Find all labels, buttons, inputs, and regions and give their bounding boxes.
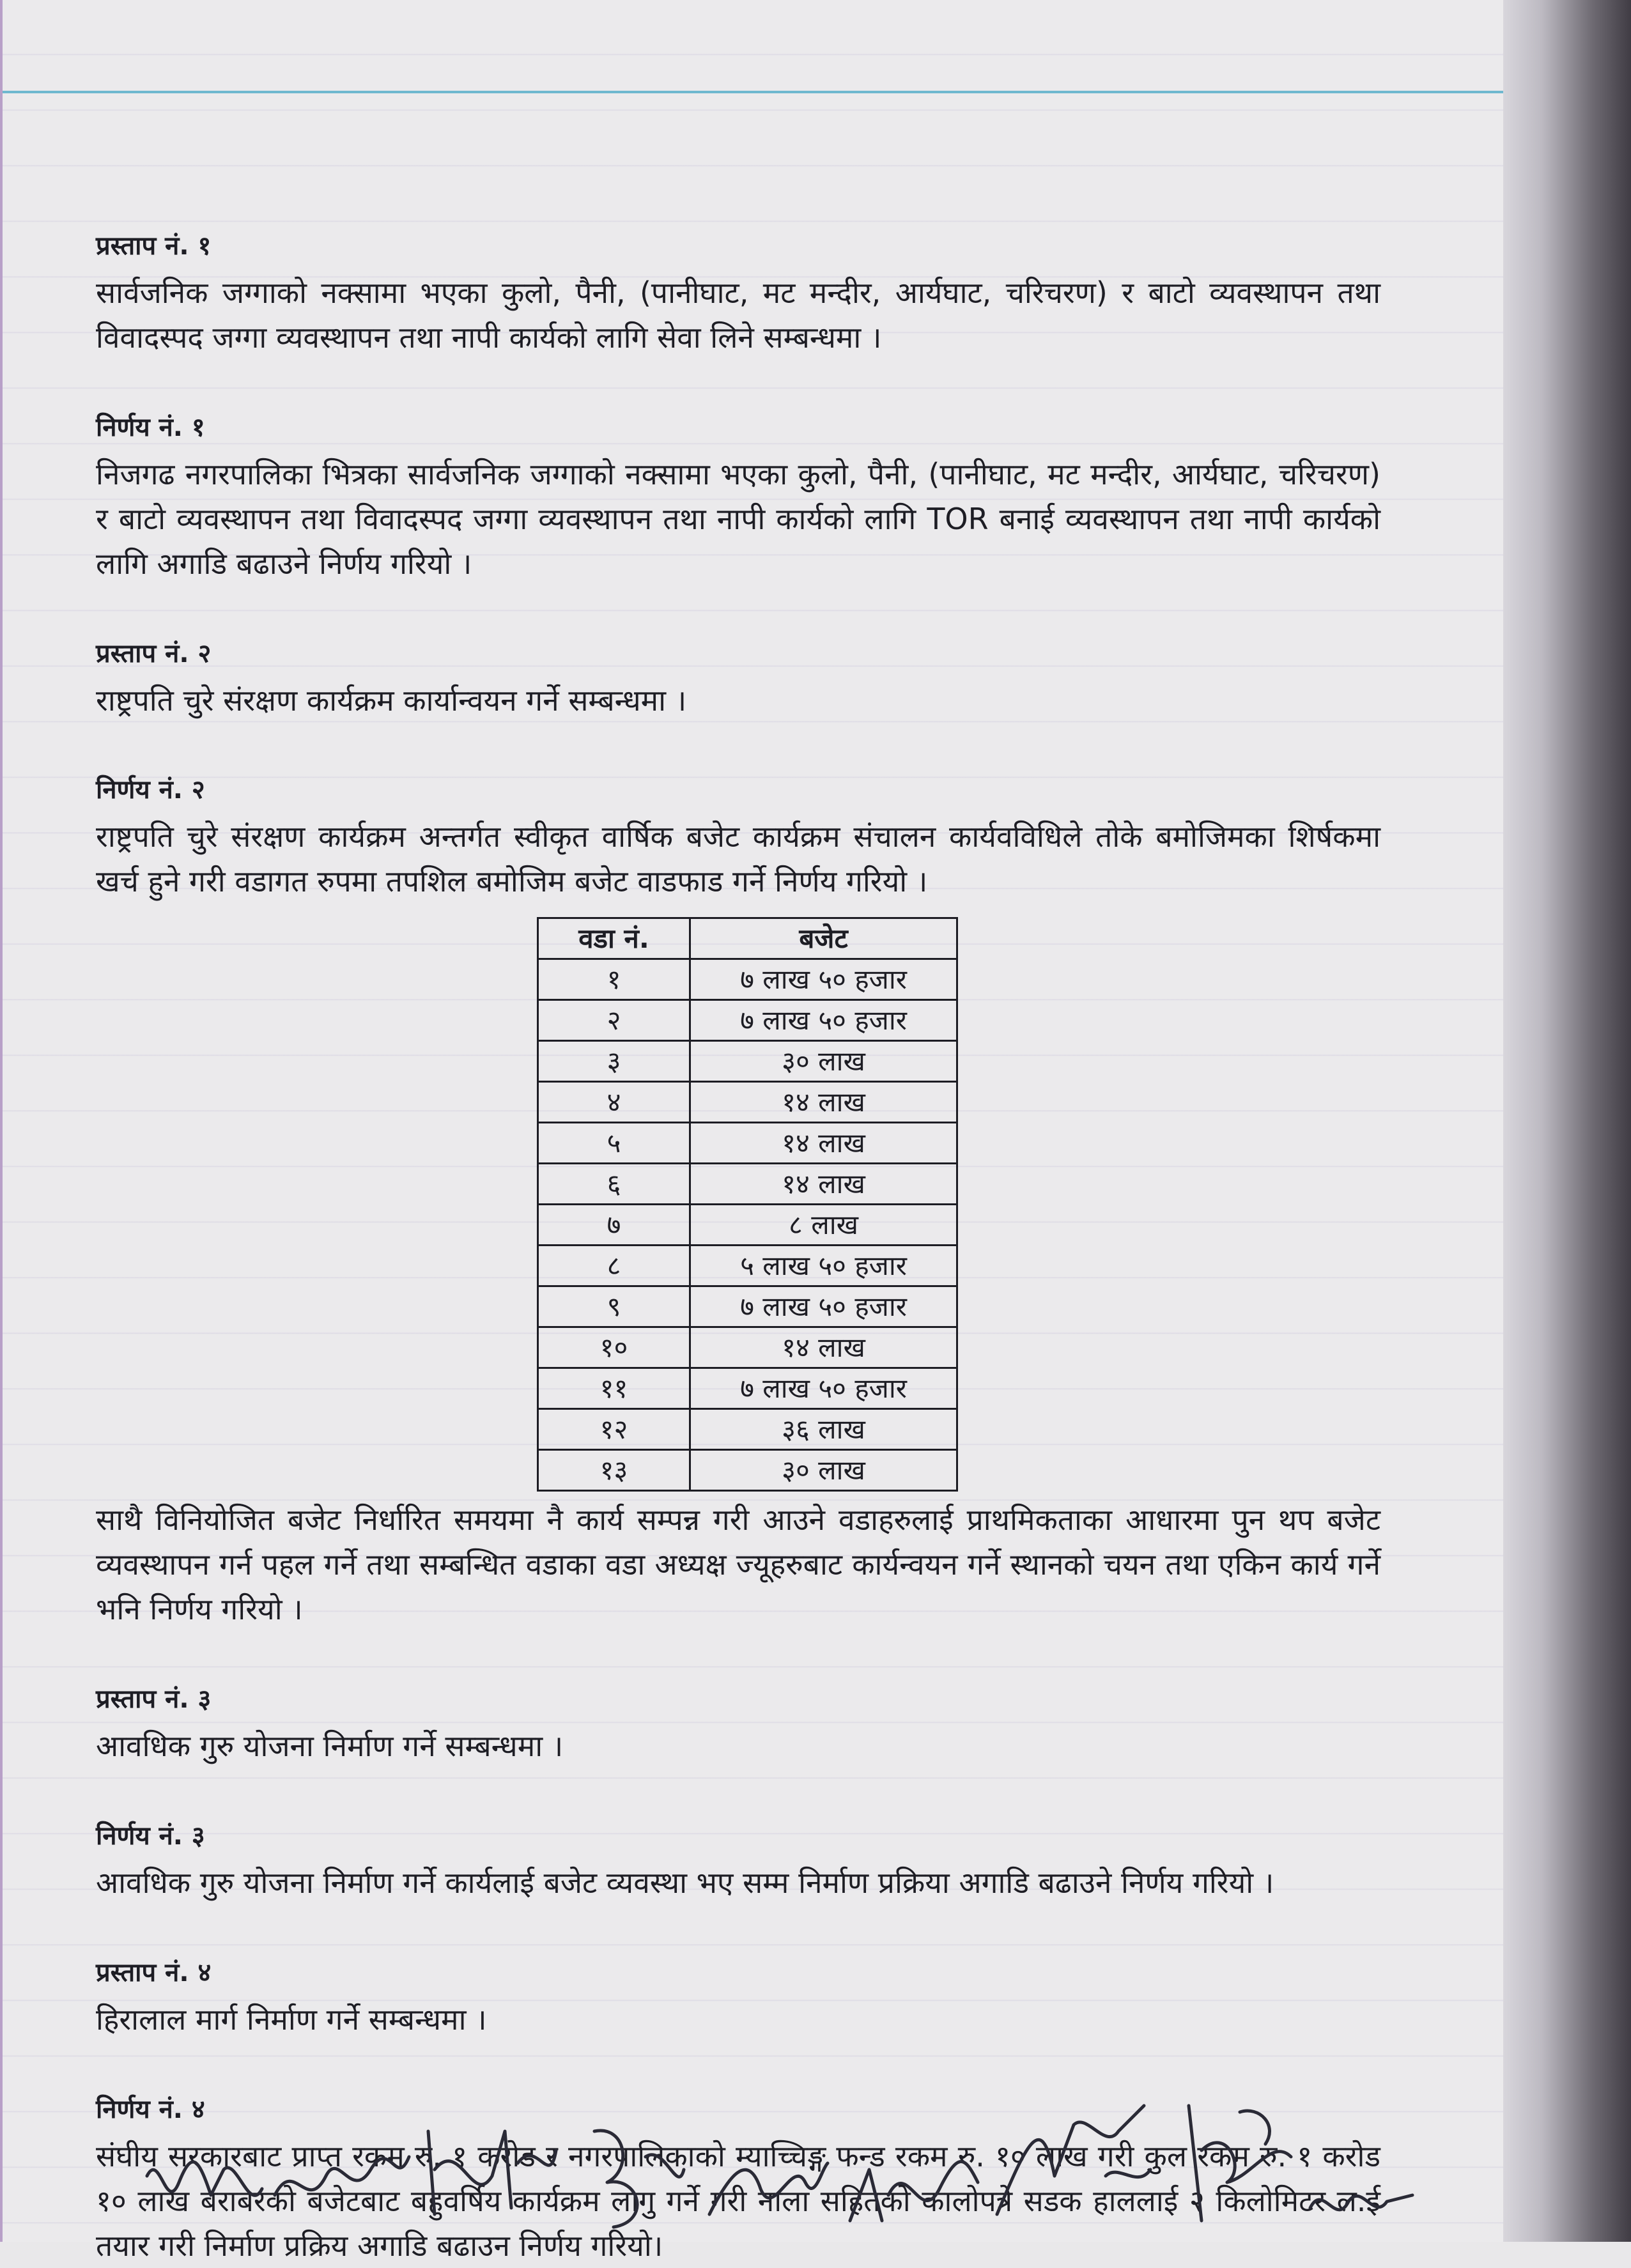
table-note bbox=[96, 1498, 1380, 1632]
decision-2-heading: निर्णय नं. २ bbox=[96, 775, 205, 805]
signature-7 bbox=[991, 2099, 1157, 2233]
table-row bbox=[538, 1041, 957, 1082]
proposal-3-text: आवधिक गुरु योजना निर्माण गर्ने सम्बन्धमा । bbox=[96, 1728, 564, 1763]
decision-1-text: निजगढ नगरपालिका भित्रका सार्वजनिक जग्गाको नक्सामा भएका कुलो, पैनी, (पानीघाट, मट मन्दीर, आर्यघाट, चरिचरण) र बाटो व्यवस्थापन तथा विवादस्पद जग्गा व्यवस्थापन तथा नापी कार्यको लागि TOR बनाई व्यवस्थापन तथा नापी कार्यको लागि अगाडि बढाउने निर्णय गरियो । bbox=[96, 456, 1380, 581]
ward-number: २ bbox=[538, 1000, 690, 1041]
budget-amount: ७ लाख ५० हजार bbox=[690, 1368, 957, 1409]
decision-1-heading: निर्णय नं. १ bbox=[96, 412, 205, 442]
decision-4-heading: निर्णय नं. ४ bbox=[96, 2094, 205, 2124]
ward-number: १० bbox=[538, 1327, 690, 1368]
table-row bbox=[538, 1286, 957, 1327]
budget-amount: ७ लाख ५० हजार bbox=[690, 1000, 957, 1041]
proposal-2-heading: प्रस्ताप नं. २ bbox=[96, 638, 212, 668]
proposal-2 bbox=[96, 638, 1380, 723]
ward-number: ८ bbox=[538, 1246, 690, 1286]
ward-number: ५ bbox=[538, 1123, 690, 1164]
ward-number: ९ bbox=[538, 1286, 690, 1327]
ward-number: ४ bbox=[538, 1082, 690, 1123]
proposal-3-heading: प्रस्ताप नं. ३ bbox=[96, 1684, 212, 1714]
budget-amount: १४ लाख bbox=[690, 1164, 957, 1205]
table-header-row bbox=[538, 918, 957, 959]
budget-amount: १४ लाख bbox=[690, 1327, 957, 1368]
budget-amount: ३० लाख bbox=[690, 1450, 957, 1491]
table-row bbox=[538, 959, 957, 1000]
table-note-text: साथै विनियोजित बजेट निर्धारित समयमा नै कार्य सम्पन्न गरी आउने वडाहरुलाई प्राथमिकताका आधारमा पुन थप बजेट व्यवस्थापन गर्न पहल गर्ने तथा सम्बन्धित वडाका वडा अध्यक्ष ज्यूहरुबाट कार्यन्वयन गर्ने स्थानको चयन तथा एकिन कार्य गर्ने भनि निर्णय गरियो । bbox=[96, 1502, 1380, 1627]
table-row bbox=[538, 1409, 957, 1450]
proposal-4-text: हिरालाल मार्ग निर्माण गर्ने सम्बन्धमा । bbox=[96, 2002, 487, 2037]
table-row bbox=[538, 1082, 957, 1123]
proposal-1-text: सार्वजनिक जग्गाको नक्सामा भएका कुलो, पैनी, (पानीघाट, मट मन्दीर, आर्यघाट, चरिचरण) र बाटो व्यवस्थापन तथा विवादस्पद जग्गा व्यवस्थापन तथा नापी कार्यको लागि सेवा लिने सम्बन्धमा । bbox=[96, 275, 1380, 355]
budget-amount: ५ लाख ५० हजार bbox=[690, 1246, 957, 1286]
budget-amount: ७ लाख ५० हजार bbox=[690, 1286, 957, 1327]
table-row bbox=[538, 1246, 957, 1286]
ward-number: १ bbox=[538, 959, 690, 1000]
signature-strip bbox=[141, 2099, 1419, 2242]
budget-amount: ७ लाख ५० हजार bbox=[690, 959, 957, 1000]
decision-3-heading: निर्णय नं. ३ bbox=[96, 1821, 205, 1851]
ward-number: १३ bbox=[538, 1450, 690, 1491]
ward-number: ३ bbox=[538, 1041, 690, 1082]
ward-number: ६ bbox=[538, 1164, 690, 1205]
proposal-4 bbox=[96, 1957, 1380, 2042]
budget-amount: ३० लाख bbox=[690, 1041, 957, 1082]
decision-3 bbox=[96, 1820, 1380, 1906]
proposal-4-heading: प्रस्ताप नं. ४ bbox=[96, 1957, 212, 1987]
ward-budget-table bbox=[537, 917, 958, 1492]
budget-amount: १४ लाख bbox=[690, 1082, 957, 1123]
table-row bbox=[538, 1368, 957, 1409]
proposal-1-heading: प्रस्ताप नं. १ bbox=[96, 231, 212, 261]
notebook-spine-shadow bbox=[1503, 0, 1631, 2242]
ward-column-header: वडा नं. bbox=[538, 918, 690, 959]
left-margin-line bbox=[0, 0, 3, 2242]
signature-5 bbox=[703, 2138, 831, 2233]
decision-4-text: संघीय सरकारबाट प्राप्त रकम रु. १ करोड र नगरपालिकाको म्याच्चिङ्ग फन्ड रकम रु. १० लाख गरी कुल रकम रु. १ करोड १० लाख बराबरको बजेटबाट बहुवर्षिय कार्यक्रम लागु गर्ने गरी नाला सहितको कालोपत्रे सडक हाललाई २ किलोमिटर ल.ई तयार गरी निर्माण प्रक्रिय अगाडि बढाउन निर्णय गरियो। bbox=[96, 2138, 1380, 2263]
budget-amount: ३६ लाख bbox=[690, 1409, 957, 1450]
budget-column-header: बजेट bbox=[690, 918, 957, 959]
ward-number: ७ bbox=[538, 1205, 690, 1246]
signature-3 bbox=[415, 2112, 562, 2233]
decision-2-text: राष्ट्रपति चुरे संरक्षण कार्यक्रम अन्तर्गत स्वीकृत वार्षिक बजेट कार्यक्रम संचालन कार्यवविधिले तोके बमोजिमका शिर्षकमा खर्च हुने गरी वडागत रुपमा तपशिल बमोजिम बजेट वाडफाड गर्ने निर्णय गरियो । bbox=[96, 819, 1380, 899]
table-row bbox=[538, 1450, 957, 1491]
minutes-content bbox=[96, 230, 1380, 2268]
signature-8 bbox=[1163, 2099, 1304, 2227]
proposal-2-text: राष्ट्रपति चुरे संरक्षण कार्यक्रम कार्यान्वयन गर्ने सम्बन्धमा । bbox=[96, 683, 687, 718]
signature-4 bbox=[575, 2118, 690, 2233]
table-row bbox=[538, 1205, 957, 1246]
decision-1 bbox=[96, 412, 1380, 587]
top-rule-line bbox=[0, 91, 1503, 93]
ward-number: ११ bbox=[538, 1368, 690, 1409]
decision-2 bbox=[96, 774, 1380, 904]
signature-9 bbox=[1304, 2170, 1419, 2233]
ward-number: १२ bbox=[538, 1409, 690, 1450]
proposal-1 bbox=[96, 230, 1380, 360]
signature-6 bbox=[844, 2131, 984, 2233]
signature-2 bbox=[268, 2131, 415, 2227]
table-row bbox=[538, 1000, 957, 1041]
signature-1 bbox=[141, 2138, 268, 2233]
table-row bbox=[538, 1327, 957, 1368]
budget-amount: ८ लाख bbox=[690, 1205, 957, 1246]
proposal-3 bbox=[96, 1683, 1380, 1769]
budget-amount: १४ लाख bbox=[690, 1123, 957, 1164]
table-row bbox=[538, 1123, 957, 1164]
table-row bbox=[538, 1164, 957, 1205]
decision-3-text: आवधिक गुरु योजना निर्माण गर्ने कार्यलाई बजेट व्यवस्था भए सम्म निर्माण प्रक्रिया अगाडि बढाउने निर्णय गरियो । bbox=[96, 1865, 1274, 1900]
